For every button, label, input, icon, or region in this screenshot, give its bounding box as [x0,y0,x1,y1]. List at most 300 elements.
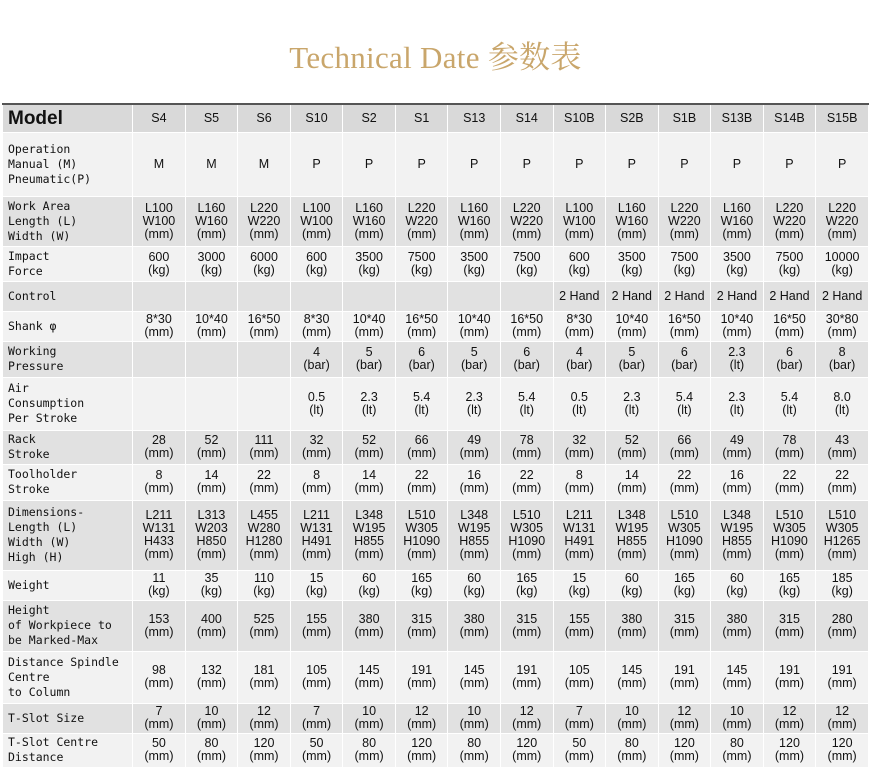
cell-value: L510 [670,508,699,522]
cell-value: 10000 [824,249,860,264]
table-cell [238,281,291,311]
table-cell [238,500,291,570]
cell-value: (kg) [410,584,433,598]
cell-value: (mm) [196,481,227,495]
cell-value: (lt) [729,358,745,372]
cell-value: M [206,156,217,171]
cell-value: 191 [673,663,695,677]
row-label-line: Air [8,381,29,395]
table-row [3,311,869,341]
cell-value: (mm) [617,226,647,241]
cell-value: H850 [196,534,227,548]
header-model-s13: S13 [448,104,501,132]
cell-value: 66 [677,433,692,447]
cell-value: 315 [411,611,433,626]
cell-value: 98 [151,663,166,677]
cell-value: 8 [838,345,846,359]
cell-value: L348 [723,508,751,522]
cell-value: 105 [306,663,327,677]
cell-value: 132 [201,663,222,677]
table-cell [711,246,764,281]
cell-value: (mm) [354,624,384,639]
cell-value: (mm) [564,624,594,639]
table-cell [133,600,186,651]
cell-value: (mm) [196,547,227,561]
cell-value: (mm) [617,547,647,561]
table-cell [711,600,764,651]
table-cell [448,341,501,377]
header-model-s6: S6 [238,104,291,132]
cell-value: (kg) [568,584,591,598]
cell-value: 145 [358,663,380,677]
cell-value: 2 Hand [559,288,600,303]
cell-value: (bar) [513,358,540,372]
cell-value: 380 [463,611,485,626]
table-cell [711,341,764,377]
cell-value: 16*50 [773,312,806,326]
page-title: Technical Date 参数表 [289,40,582,75]
cell-value: 5.4 [675,389,694,404]
table-cell [500,733,553,767]
cell-value: 35 [204,571,219,585]
row-label-line: Rack [8,432,36,446]
table-cell [606,733,659,767]
table-cell [185,341,238,377]
table-cell [553,132,606,196]
cell-value: (mm) [827,481,857,495]
cell-value: (mm) [669,547,699,561]
cell-value: (mm) [617,676,647,690]
cell-value: 16 [467,468,482,482]
cell-value: (mm) [722,547,752,561]
cell-value: (mm) [669,481,699,495]
row-label-line: to Column [8,684,71,699]
table-row [3,570,869,600]
cell-value: (kg) [148,262,170,277]
row-label-line: Per Stroke [8,411,78,425]
cell-value: (mm) [512,676,542,690]
table-cell [238,703,291,733]
cell-value: (mm) [617,624,647,639]
table-cell [658,500,711,570]
header-model-s10: S10 [290,104,343,132]
cell-value: 7500 [775,249,804,264]
cell-value: (mm) [144,325,174,339]
cell-value: W100 [142,213,176,228]
cell-value: (bar) [408,358,435,372]
cell-value: 145 [726,663,748,677]
table-cell [395,570,448,600]
cell-value: 10*40 [457,312,491,326]
cell-value: H1265 [823,534,861,548]
cell-value: (mm) [827,446,857,460]
cell-value: 2 Hand [611,288,652,303]
table-cell [290,281,343,311]
cell-value: L220 [775,200,804,215]
cell-value: (mm) [249,717,279,731]
cell-value: (mm) [407,481,437,495]
cell-value: (mm) [354,481,384,495]
table-cell [290,570,343,600]
cell-value: (mm) [301,325,332,339]
cell-value: (lt) [834,402,850,417]
table-cell [763,311,816,341]
table-cell [133,246,186,281]
table-cell [395,196,448,246]
cell-value: (mm) [144,624,174,639]
cell-value: 49 [729,433,744,447]
table-cell [816,311,869,341]
table-cell [711,281,764,311]
cell-value: (bar) [776,358,803,372]
cell-value: (mm) [827,547,857,561]
table-cell [816,377,869,430]
table-cell [290,600,343,651]
cell-value: 60 [624,571,639,585]
cell-value: L455 [250,508,278,522]
cell-value: (mm) [459,325,489,339]
cell-value: (kg) [410,262,433,277]
cell-value: W305 [773,521,806,535]
table-cell [133,570,186,600]
cell-value: (mm) [512,749,542,763]
cell-value: 8 [155,468,163,482]
table-cell [763,341,816,377]
table-cell [606,651,659,703]
cell-value: (mm) [249,481,279,495]
table-cell [238,600,291,651]
cell-value: 315 [516,611,538,626]
cell-value: 11 [152,571,166,585]
cell-value: 191 [516,663,538,677]
table-cell [553,281,606,311]
table-cell [238,341,291,377]
cell-value: 7500 [512,249,541,264]
cell-value: (mm) [407,547,437,561]
row-label-line: Stroke [8,482,50,496]
cell-value: 7 [313,704,321,718]
table-cell [448,651,501,703]
table-cell [343,246,396,281]
cell-value: (mm) [301,547,332,561]
cell-value: (mm) [512,481,542,495]
cell-value: P [364,156,374,171]
table-cell [500,281,553,311]
cell-value: L211 [303,508,330,522]
cell-value: 0.5 [307,389,326,404]
cell-value: W195 [720,521,754,535]
table-cell [290,651,343,703]
table-cell [395,703,448,733]
cell-value: 6 [786,345,793,359]
row-label-line: Force [8,263,43,278]
cell-value: 80 [729,736,744,750]
table-cell [185,651,238,703]
cell-value: 16*50 [405,312,438,326]
table-cell [238,132,291,196]
cell-value: (mm) [144,446,174,460]
table-cell [763,246,816,281]
cell-value: (lt) [361,402,377,417]
cell-value: W305 [668,521,701,535]
table-cell [606,281,659,311]
row-label [3,733,133,767]
cell-value: (kg) [305,262,328,277]
table-cell [343,733,396,767]
cell-value: 50 [151,736,166,750]
cell-value: 110 [254,571,274,585]
table-row [3,377,869,430]
cell-value: (kg) [831,262,853,277]
cell-value: 10 [362,704,377,718]
table-cell [133,500,186,570]
row-label-line: Impact [8,248,50,263]
table-cell [553,341,606,377]
cell-value: H1090 [771,534,808,548]
cell-value: 5.4 [412,389,431,404]
table-cell [606,600,659,651]
cell-value: 3500 [723,249,751,264]
cell-value: (mm) [827,676,857,690]
row-label [3,281,133,311]
table-cell [658,703,711,733]
table-cell [343,341,396,377]
header-model-s2: S2 [343,104,396,132]
cell-value: (kg) [568,262,591,277]
cell-value: M [153,156,165,171]
cell-value: 52 [204,433,219,447]
table-cell [448,311,501,341]
table-cell [553,703,606,733]
cell-value: 8 [313,468,321,482]
table-cell [395,430,448,464]
table-cell [238,377,291,430]
cell-value: (mm) [669,749,699,763]
cell-value: (kg) [515,262,538,277]
cell-value: (kg) [673,262,696,277]
cell-value: W160 [615,213,649,228]
table-cell [290,196,343,246]
cell-value: (mm) [617,749,647,763]
table-cell [816,196,869,246]
cell-value: (kg) [726,584,748,598]
cell-value: (mm) [249,624,279,639]
row-label [3,570,133,600]
table-cell [763,600,816,651]
table-cell [290,341,343,377]
table-cell [343,600,396,651]
row-label [3,311,133,341]
cell-value: (mm) [669,446,699,460]
cell-value: 22 [782,468,797,482]
cell-value: H491 [301,534,332,548]
cell-value: (kg) [358,584,380,598]
cell-value: L220 [512,200,541,215]
table-cell [448,570,501,600]
cell-value: 6 [680,345,688,359]
cell-value: (mm) [301,624,332,639]
table-cell [658,341,711,377]
cell-value: (mm) [144,717,174,731]
cell-value: 30*80 [825,312,859,326]
table-cell [606,341,659,377]
table-cell [658,430,711,464]
cell-value: 22 [677,468,692,482]
cell-value: (mm) [354,717,384,731]
cell-value: H855 [616,534,647,548]
table-cell [606,430,659,464]
cell-value: 2.3 [465,389,483,404]
cell-value: 7 [155,704,163,718]
cell-value: 8 [575,468,583,482]
cell-value: 14 [362,468,377,482]
cell-value: 400 [201,611,222,626]
cell-value: (bar) [566,358,593,372]
table-cell [606,246,659,281]
cell-value: L348 [355,508,383,522]
table-cell [448,500,501,570]
cell-value: 22 [519,468,534,482]
cell-value: (mm) [196,676,227,690]
cell-value: (mm) [774,676,805,690]
cell-value: L220 [670,200,699,215]
cell-value: 12 [782,704,797,718]
table-cell [816,600,869,651]
table-cell [763,500,816,570]
cell-value: (mm) [407,717,437,731]
cell-value: (mm) [301,676,332,690]
cell-value: 6000 [250,249,278,264]
row-label-line: Working [8,344,57,358]
table-cell [133,430,186,464]
table-cell [658,733,711,767]
cell-value: 12 [414,704,429,718]
cell-value: 0.5 [570,389,588,404]
cell-value: P [732,156,742,171]
table-cell [448,281,501,311]
cell-value: 8.0 [833,389,851,404]
cell-value: (mm) [669,325,699,339]
cell-value: (bar) [460,358,488,372]
cell-value: (lt) [729,402,745,417]
cell-value: 3500 [617,249,646,264]
cell-value: (kg) [253,262,275,277]
cell-value: 10*40 [720,312,754,326]
cell-value: 2.3 [360,389,378,404]
cell-value: (mm) [722,226,752,241]
cell-value: (mm) [144,481,174,495]
cell-value: W305 [825,521,859,535]
cell-value: W160 [352,213,386,228]
cell-value: 165 [673,571,695,585]
cell-value: (mm) [564,325,594,339]
cell-value: (mm) [196,446,227,460]
table-cell [763,651,816,703]
row-label-line: Consumption [8,396,85,410]
cell-value: 5 [470,345,478,359]
cell-value: 380 [726,611,748,626]
cell-value: (kg) [148,584,170,598]
header-model-s5: S5 [185,104,238,132]
cell-value: 5 [365,345,373,359]
row-label-line: Height [8,603,50,617]
cell-value: 5.4 [518,389,536,404]
row-label-line: T-Slot Centre [8,735,99,749]
table-cell [395,377,448,430]
table-cell [133,281,186,311]
cell-value: W203 [195,521,228,535]
table-cell [238,651,291,703]
table-cell [658,377,711,430]
table-cell [816,430,869,464]
cell-value: 2 Hand [821,288,863,303]
table-cell [290,733,343,767]
cell-value: W160 [195,213,228,228]
cell-value: H855 [354,534,385,548]
cell-value: 120 [411,736,433,750]
cell-value: (mm) [301,717,332,731]
cell-value: (mm) [669,676,699,690]
cell-value: W131 [142,521,176,535]
cell-value: 600 [306,249,327,264]
cell-value: (mm) [354,676,384,690]
cell-value: 120 [673,736,695,750]
cell-value: (mm) [512,547,542,561]
cell-value: (mm) [512,226,542,241]
table-cell [290,703,343,733]
row-label [3,703,133,733]
table-row [3,464,869,500]
cell-value: 191 [411,663,433,677]
table-cell [763,430,816,464]
table-cell [711,500,764,570]
cell-value: 80 [362,736,377,750]
cell-value: (kg) [831,584,853,598]
table-cell [395,246,448,281]
header-model-s2b: S2B [606,104,659,132]
table-cell [658,464,711,500]
cell-value: 32 [572,433,587,447]
technical-data-table [2,103,869,768]
table-cell [606,311,659,341]
table-cell [500,430,553,464]
cell-value: (mm) [407,226,437,241]
cell-value: 16*50 [247,312,281,326]
table-row [3,132,869,196]
cell-value: 2 Hand [664,288,705,303]
cell-value: W220 [825,213,859,228]
row-label [3,341,133,377]
table-cell [553,733,606,767]
cell-value: 155 [568,611,590,626]
cell-value: 111 [254,433,274,447]
cell-value: H491 [564,534,595,548]
cell-value: 280 [831,611,853,626]
cell-value: W160 [720,213,754,228]
table-cell [185,430,238,464]
cell-value: 165 [516,571,538,585]
cell-value: 14 [624,468,639,482]
cell-value: (mm) [459,226,489,241]
row-label [3,600,133,651]
table-cell [500,703,553,733]
cell-value: 153 [148,611,170,626]
cell-value: (mm) [301,446,332,460]
table-cell [290,464,343,500]
cell-value: (bar) [671,358,698,372]
table-cell [658,196,711,246]
cell-value: 22 [835,468,850,482]
